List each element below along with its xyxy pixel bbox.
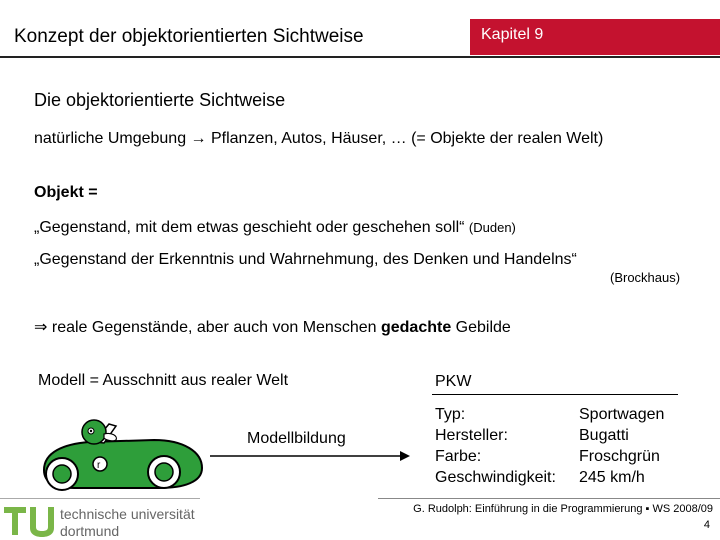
implication-line	[34, 317, 511, 337]
logo-rule	[0, 498, 200, 499]
pkw-title: PKW	[435, 373, 472, 390]
pkw-attr-value: Sportwagen	[579, 406, 665, 423]
definition-duden	[34, 219, 516, 237]
pkw-attr-value: Froschgrün	[579, 448, 660, 465]
logo-text-line2: dortmund	[60, 523, 120, 539]
footer-rule	[378, 498, 720, 499]
race-car-frog-icon	[34, 412, 209, 497]
modellbildung-label: Modellbildung	[247, 430, 346, 447]
logo-text-line1: technische universität	[60, 506, 195, 522]
header-title: Konzept der objektorientierten Sichtweise	[14, 26, 364, 47]
definition-brockhaus-source: (Brockhaus)	[610, 270, 681, 285]
definition-duden-text: „Gegenstand, mit dem etwas geschieht oder geschehen soll“	[34, 219, 469, 236]
implies-arrow-icon: ⇒	[34, 319, 52, 336]
tu-logo-icon	[4, 503, 56, 537]
pkw-attr-value: Bugatti	[579, 427, 629, 444]
chapter-label: Kapitel 9	[481, 26, 544, 43]
implication-text-pre: reale Gegenstände, aber auch von Menschen	[51, 319, 381, 336]
slide-title: Die objektorientierte Sichtweise	[34, 90, 286, 110]
page-number: 4	[703, 519, 710, 531]
footer-credit: G. Rudolph: Einführung in die Programmierung ▪ WS 2008/09	[413, 503, 713, 515]
implication-text-post: Gebilde	[451, 319, 511, 336]
pkw-title-rule	[432, 394, 678, 395]
header-rule	[0, 56, 720, 58]
svg-text:r: r	[97, 460, 101, 471]
implication-text-bold: gedachte	[380, 319, 452, 336]
pkw-attr-value: 245 km/h	[579, 469, 645, 486]
natural-environment-line: natürliche Umgebung → Pflanzen, Autos, Häuser, … (= Objekte der realen Welt)	[34, 130, 604, 147]
definition-duden-source: (Duden)	[468, 220, 516, 235]
modell-definition: Modell = Ausschnitt aus realer Welt	[38, 372, 289, 389]
pkw-attr-key: Typ:	[435, 406, 466, 423]
pkw-attr-key: Hersteller:	[435, 427, 508, 444]
objekt-label: Objekt =	[34, 184, 98, 201]
pkw-attr-key: Geschwindigkeit:	[435, 469, 556, 486]
modelling-arrow-icon	[208, 448, 413, 464]
definition-brockhaus: „Gegenstand der Erkenntnis und Wahrnehmung, des Denken und Handelns“	[34, 251, 577, 268]
pkw-attr-key: Farbe:	[435, 448, 482, 465]
